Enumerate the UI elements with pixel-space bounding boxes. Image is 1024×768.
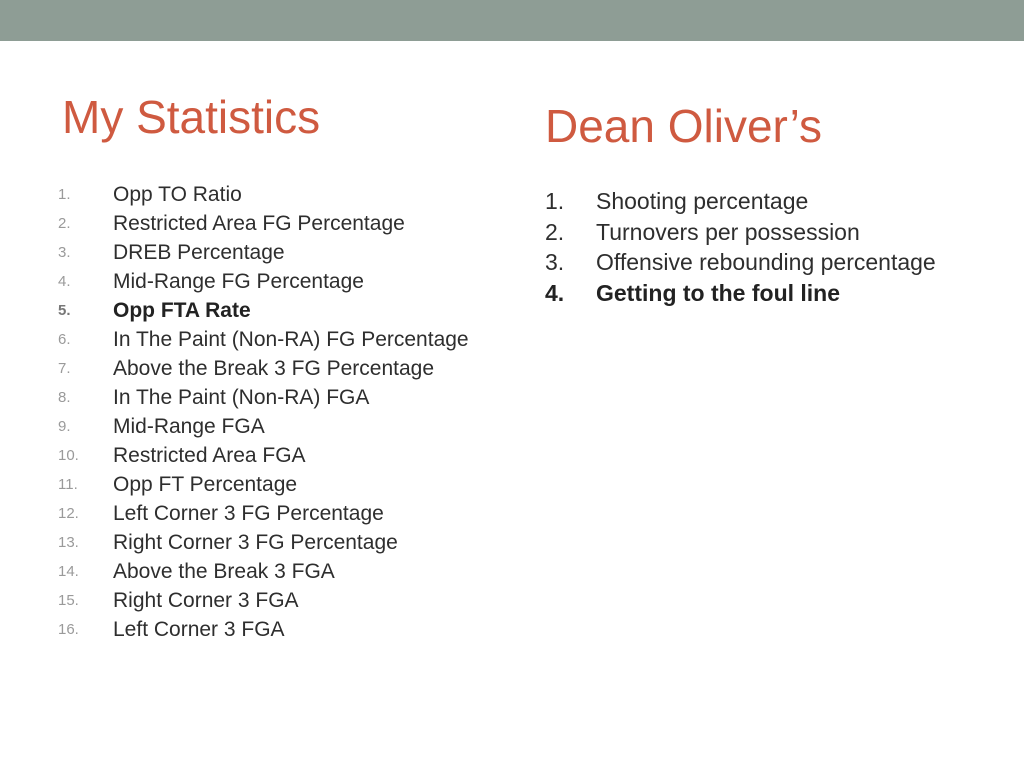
list-item-number: 1. — [545, 188, 565, 214]
list-item — [58, 267, 469, 296]
dean-oliver-list — [545, 186, 936, 308]
list-item-number: 5. — [58, 302, 71, 319]
list-item-number: 1. — [58, 186, 71, 203]
left-column-title: My Statistics — [62, 91, 321, 143]
list-item — [58, 528, 469, 557]
list-item-text: Left Corner 3 FGA — [113, 618, 285, 641]
list-item — [58, 325, 469, 354]
list-item — [58, 586, 469, 615]
list-item-text: Right Corner 3 FGA — [113, 589, 299, 612]
list-item — [58, 615, 469, 644]
list-item-text: Shooting percentage — [596, 188, 809, 214]
list-item-number: 2. — [545, 218, 565, 245]
list-item-text: Opp FTA Rate — [113, 299, 251, 322]
top-decorative-band — [0, 0, 1024, 41]
list-item — [58, 209, 469, 238]
list-item — [545, 217, 936, 248]
list-item-text: Offensive rebounding percentage — [596, 249, 936, 275]
list-item-number: 16. — [58, 621, 79, 638]
list-item-number: 10. — [58, 447, 79, 464]
list-item-number: 15. — [58, 592, 79, 609]
list-item-number: 8. — [58, 389, 71, 406]
list-item-number: 3. — [545, 249, 565, 275]
list-item — [58, 557, 469, 586]
list-item-number: 12. — [58, 505, 79, 522]
list-item-text: Turnovers per possession — [596, 218, 860, 245]
list-item — [58, 180, 469, 209]
list-item-text: Right Corner 3 FG Percentage — [113, 531, 398, 554]
list-item-text: Above the Break 3 FG Percentage — [113, 357, 435, 380]
list-item — [58, 354, 469, 383]
list-item-text: Restricted Area FGA — [113, 444, 306, 467]
list-item-number: 6. — [58, 331, 71, 348]
list-item-text: Left Corner 3 FG Percentage — [113, 502, 384, 525]
list-item — [58, 412, 469, 441]
list-item-text: Mid-Range FGA — [113, 415, 265, 438]
list-item-number: 14. — [58, 563, 79, 580]
list-item-number: 11. — [58, 476, 78, 493]
list-item — [58, 499, 469, 528]
list-item — [545, 186, 936, 217]
list-item-number: 4. — [58, 273, 71, 290]
list-item-text: Getting to the foul line — [596, 279, 841, 306]
list-item-number: 9. — [58, 418, 71, 435]
list-item-text: In The Paint (Non-RA) FGA — [113, 386, 370, 409]
list-item-number: 2. — [58, 215, 71, 232]
list-item — [58, 470, 469, 499]
list-item-number: 3. — [58, 244, 71, 261]
list-item — [58, 441, 469, 470]
list-item-number: 4. — [545, 279, 565, 306]
list-item-number: 13. — [58, 534, 79, 551]
list-item-text: Restricted Area FG Percentage — [113, 212, 405, 235]
list-item-number: 7. — [58, 360, 71, 377]
list-item-highlighted — [545, 278, 936, 309]
list-item-text: Mid-Range FG Percentage — [113, 270, 364, 293]
list-item-text: Opp FT Percentage — [113, 473, 298, 496]
list-item-text: In The Paint (Non-RA) FG Percentage — [113, 328, 469, 351]
list-item-text: Opp TO Ratio — [113, 183, 242, 206]
list-item — [58, 383, 469, 412]
right-column-title: Dean Oliver’s — [545, 100, 822, 152]
list-item — [58, 238, 469, 267]
list-item-text: DREB Percentage — [113, 241, 285, 264]
my-statistics-list — [58, 180, 469, 644]
list-item-highlighted — [58, 296, 469, 325]
list-item — [545, 247, 936, 278]
list-item-text: Above the Break 3 FGA — [113, 560, 335, 583]
